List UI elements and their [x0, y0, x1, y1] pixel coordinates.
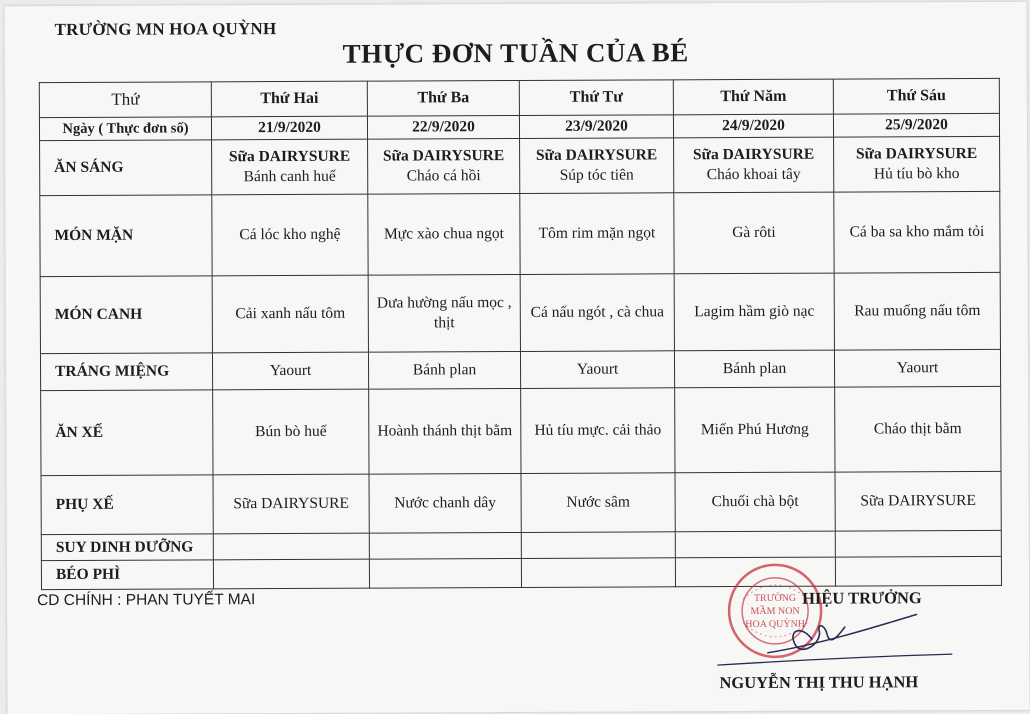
- menu-item: Gà rôti: [732, 223, 776, 241]
- principal-signature: [707, 594, 967, 675]
- meal-row: [40, 272, 1000, 353]
- meal-row: [41, 386, 1001, 476]
- menu-cell: [674, 192, 834, 274]
- svg-text:TRƯỜNG: TRƯỜNG: [753, 592, 797, 604]
- menu-cell: [212, 139, 368, 195]
- menu-cell: [369, 388, 521, 474]
- principal-name: NGUYỄN THỊ THU HẠNH: [719, 672, 919, 693]
- menu-item: Nước chanh dây: [394, 494, 497, 512]
- principal-title: HIỆU TRƯỞNG: [802, 588, 922, 608]
- day-date: 23/9/2020: [519, 114, 673, 138]
- menu-item: Cá ba sa kho mắm tỏi: [849, 222, 985, 241]
- menu-item: [840, 571, 997, 572]
- menu-cell: [675, 531, 835, 558]
- menu-item: Chuối chà bột: [711, 492, 799, 511]
- menu-cell: [674, 273, 834, 351]
- menu-item: Cá lóc kho nghệ: [239, 225, 341, 244]
- menu-item: Sữa DAIRYSURE: [229, 147, 351, 166]
- day-date: 21/9/2020: [211, 116, 367, 140]
- menu-item: Bánh plan: [412, 361, 477, 379]
- thu-header: Thứ: [39, 82, 211, 117]
- menu-item: Mực xào chua ngọt: [383, 224, 504, 243]
- page-title: THỰC ĐƠN TUẦN CỦA BÉ: [342, 37, 689, 69]
- menu-item: [374, 546, 517, 547]
- menu-document: [4, 2, 1029, 714]
- menu-cell: [369, 559, 521, 588]
- menu-cell: [675, 387, 835, 473]
- menu-item: [526, 545, 671, 546]
- menu-item: Sữa DAIRYSURE: [233, 494, 349, 513]
- day-name-header: Thứ Hai: [211, 81, 367, 116]
- meal-row: [40, 191, 1000, 276]
- menu-item: Sữa DAIRYSURE: [383, 146, 505, 165]
- meal-label: BÉO PHÌ: [41, 560, 213, 589]
- meal-label: MÓN CANH: [40, 276, 212, 354]
- menu-cell: [369, 474, 521, 534]
- menu-item: Sữa DAIRYSURE: [855, 144, 978, 163]
- menu-item: Cháo cá hồi: [406, 166, 481, 185]
- meal-label: TRÁNG MIỆNG: [40, 353, 212, 390]
- menu-item: Bún bò huế: [255, 422, 327, 441]
- menu-cell: [213, 474, 369, 534]
- menu-item: Sữa DAIRYSURE: [860, 492, 976, 510]
- menu-cell: [213, 560, 369, 589]
- day-date: 22/9/2020: [367, 115, 519, 139]
- menu-item: Hủ tíu bò kho: [873, 164, 960, 183]
- menu-cell: [520, 193, 674, 275]
- day-date: 24/9/2020: [673, 114, 833, 138]
- menu-item: Yaourt: [269, 361, 312, 380]
- menu-cell: [369, 533, 521, 560]
- meal-row: [41, 530, 1001, 561]
- meal-label: ĂN XẾ: [41, 390, 213, 476]
- day-name-header: Thứ Tư: [519, 80, 673, 115]
- menu-cell: [521, 558, 675, 587]
- day-date: 25/9/2020: [833, 113, 999, 137]
- menu-item: Hủ tíu mực. cải thảo: [534, 421, 662, 439]
- menu-item: Lagim hầm giò nạc: [694, 302, 815, 321]
- menu-item: Cải xanh nấu tôm: [235, 304, 346, 323]
- menu-item: Dưa hường nấu mọc , thịt: [376, 294, 512, 332]
- menu-cell: [212, 352, 368, 389]
- menu-item: [680, 544, 831, 545]
- menu-item: Hoành thánh thịt bằm: [377, 421, 513, 440]
- day-name-header: Thứ Sáu: [833, 78, 999, 113]
- menu-cell: [834, 350, 1000, 387]
- svg-text:HOA QUỲNH: HOA QUỲNH: [745, 618, 806, 631]
- menu-cell: [674, 137, 834, 193]
- menu-cell: [835, 557, 1001, 586]
- menu-item: [526, 573, 671, 574]
- cd-chinh-label: CD CHÍNH : PHAN TUYẾT MAI: [37, 591, 256, 610]
- menu-cell: [212, 194, 368, 276]
- menu-cell: [521, 388, 675, 474]
- meal-label: PHỤ XẾ: [41, 475, 213, 535]
- meal-row: [41, 472, 1001, 535]
- menu-cell: [213, 533, 369, 560]
- menu-cell: [834, 191, 1000, 273]
- menu-cell: [835, 472, 1001, 532]
- menu-item: Cá nấu ngót , cà chua: [530, 303, 665, 322]
- menu-item: Bánh canh huế: [243, 167, 336, 186]
- menu-cell: [521, 532, 675, 559]
- menu-cell: [368, 193, 520, 275]
- menu-cell: [835, 386, 1001, 472]
- menu-item: Bánh plan: [722, 359, 787, 378]
- menu-cell: [212, 275, 368, 353]
- menu-cell: [521, 473, 675, 533]
- menu-item: Nước sâm: [566, 493, 630, 511]
- menu-item: Yaourt: [576, 360, 619, 378]
- day-name-header: Thứ Năm: [673, 79, 833, 114]
- meal-label: MÓN MẶN: [40, 195, 212, 277]
- weekly-menu-table: [39, 78, 1002, 590]
- menu-cell: [520, 138, 674, 194]
- menu-item: Cháo thịt bằm: [873, 420, 962, 438]
- menu-item: Sữa DAIRYSURE: [536, 146, 658, 164]
- meal-row: [40, 136, 1000, 195]
- menu-cell: [368, 352, 520, 389]
- menu-item: [218, 546, 365, 547]
- menu-item: Cháo khoai tây: [706, 165, 801, 183]
- menu-cell: [834, 136, 1000, 192]
- menu-item: Rau muống nấu tôm: [854, 302, 981, 320]
- meal-label: ĂN SÁNG: [40, 140, 212, 196]
- school-name: TRƯỜNG MN HOA QUỲNH: [54, 19, 277, 40]
- menu-cell: [368, 138, 520, 194]
- meal-label: SUY DINH DƯỠNG: [41, 534, 213, 561]
- menu-cell: [520, 274, 674, 352]
- menu-item: Yaourt: [896, 359, 939, 377]
- menu-item: Súp tóc tiên: [559, 166, 634, 184]
- menu-cell: [368, 275, 520, 353]
- ngay-label: Ngày ( Thực đơn số): [39, 116, 211, 140]
- svg-text:MẦM NON: MẦM NON: [750, 605, 800, 617]
- menu-item: [840, 544, 997, 545]
- header-row: [39, 78, 999, 117]
- menu-item: Tôm rim mặn ngọt: [538, 224, 656, 242]
- menu-cell: [834, 272, 1000, 350]
- menu-cell: [213, 389, 369, 475]
- day-name-header: Thứ Ba: [367, 80, 519, 115]
- menu-item: Sữa DAIRYSURE: [692, 145, 815, 164]
- menu-cell: [835, 530, 1001, 557]
- meal-row: [40, 350, 1000, 391]
- menu-cell: [520, 351, 674, 388]
- menu-item: [218, 574, 365, 575]
- menu-cell: [675, 472, 835, 532]
- menu-item: Miến Phú Hương: [700, 420, 809, 439]
- meal-row: [41, 557, 1001, 590]
- menu-item: [374, 573, 517, 574]
- menu-cell: [674, 350, 834, 387]
